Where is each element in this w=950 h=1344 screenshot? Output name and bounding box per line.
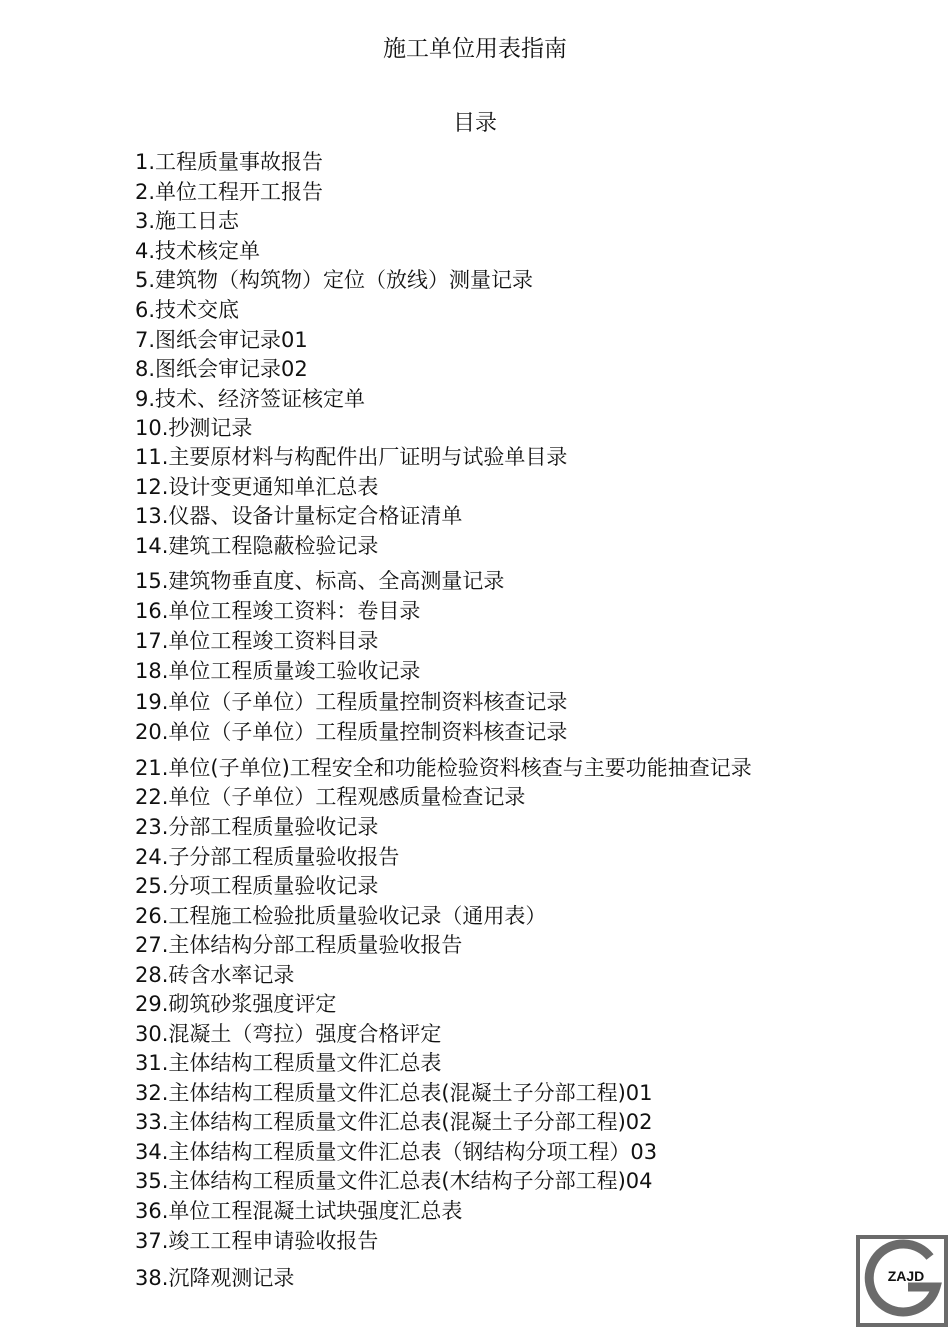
toc-item: 27.主体结构分部工程质量验收报告 bbox=[135, 933, 463, 957]
toc-item: 36.单位工程混凝土试块强度汇总表 bbox=[135, 1199, 463, 1223]
toc-item: 4.技术核定单 bbox=[135, 239, 261, 263]
toc-item: 11.主要原材料与构配件出厂证明与试验单目录 bbox=[135, 445, 568, 469]
toc-item: 29.砌筑砂浆强度评定 bbox=[135, 992, 337, 1016]
toc-item: 2.单位工程开工报告 bbox=[135, 180, 324, 204]
logo-text: ZAJD bbox=[887, 1268, 925, 1284]
toc-item: 14.建筑工程隐蔽检验记录 bbox=[135, 534, 379, 558]
toc-item: 16.单位工程竣工资料：卷目录 bbox=[135, 599, 421, 623]
zajd-logo bbox=[856, 1235, 948, 1327]
toc-item: 31.主体结构工程质量文件汇总表 bbox=[135, 1051, 442, 1075]
toc-item: 1.工程质量事故报告 bbox=[135, 150, 324, 174]
toc-item: 18.单位工程质量竣工验收记录 bbox=[135, 659, 421, 683]
toc-item: 34.主体结构工程质量文件汇总表（钢结构分项工程）03 bbox=[135, 1140, 658, 1164]
document-title: 施工单位用表指南 bbox=[383, 36, 567, 62]
toc-item: 24.子分部工程质量验收报告 bbox=[135, 845, 400, 869]
toc-item: 37.竣工工程申请验收报告 bbox=[135, 1229, 379, 1253]
toc-item: 8.图纸会审记录02 bbox=[135, 357, 308, 381]
toc-item: 26.工程施工检验批质量验收记录（通用表） bbox=[135, 904, 547, 928]
toc-item: 22.单位（子单位）工程观感质量检查记录 bbox=[135, 785, 526, 809]
toc-item: 10.抄测记录 bbox=[135, 416, 253, 440]
toc-item: 28.砖含水率记录 bbox=[135, 963, 295, 987]
toc-item: 15.建筑物垂直度、标高、全高测量记录 bbox=[135, 569, 505, 593]
toc-item: 21.单位(子单位)工程安全和功能检验资料核查与主要功能抽查记录 bbox=[135, 756, 752, 780]
toc-item: 17.单位工程竣工资料目录 bbox=[135, 629, 379, 653]
toc-heading: 目录 bbox=[452, 111, 497, 136]
toc-item: 13.仪器、设备计量标定合格证清单 bbox=[135, 504, 463, 528]
toc-item: 23.分部工程质量验收记录 bbox=[135, 815, 379, 839]
toc-item: 20.单位（子单位）工程质量控制资料核查记录 bbox=[135, 720, 568, 744]
toc-item: 6.技术交底 bbox=[135, 298, 240, 322]
toc-item: 35.主体结构工程质量文件汇总表(木结构子分部工程)04 bbox=[135, 1169, 653, 1193]
toc-item: 33.主体结构工程质量文件汇总表(混凝土子分部工程)02 bbox=[135, 1110, 653, 1134]
toc-item: 30.混凝土（弯拉）强度合格评定 bbox=[135, 1022, 442, 1046]
toc-item: 7.图纸会审记录01 bbox=[135, 328, 308, 352]
toc-item: 3.施工日志 bbox=[135, 209, 240, 233]
toc-item: 9.技术、经济签证核定单 bbox=[135, 387, 366, 411]
toc-item: 19.单位（子单位）工程质量控制资料核查记录 bbox=[135, 690, 568, 714]
toc-item: 38.沉降观测记录 bbox=[135, 1266, 295, 1290]
toc-item: 25.分项工程质量验收记录 bbox=[135, 874, 379, 898]
toc-item: 5.建筑物（构筑物）定位（放线）测量记录 bbox=[135, 268, 534, 292]
toc-item: 32.主体结构工程质量文件汇总表(混凝土子分部工程)01 bbox=[135, 1081, 653, 1105]
toc-item: 12.设计变更通知单汇总表 bbox=[135, 475, 379, 499]
